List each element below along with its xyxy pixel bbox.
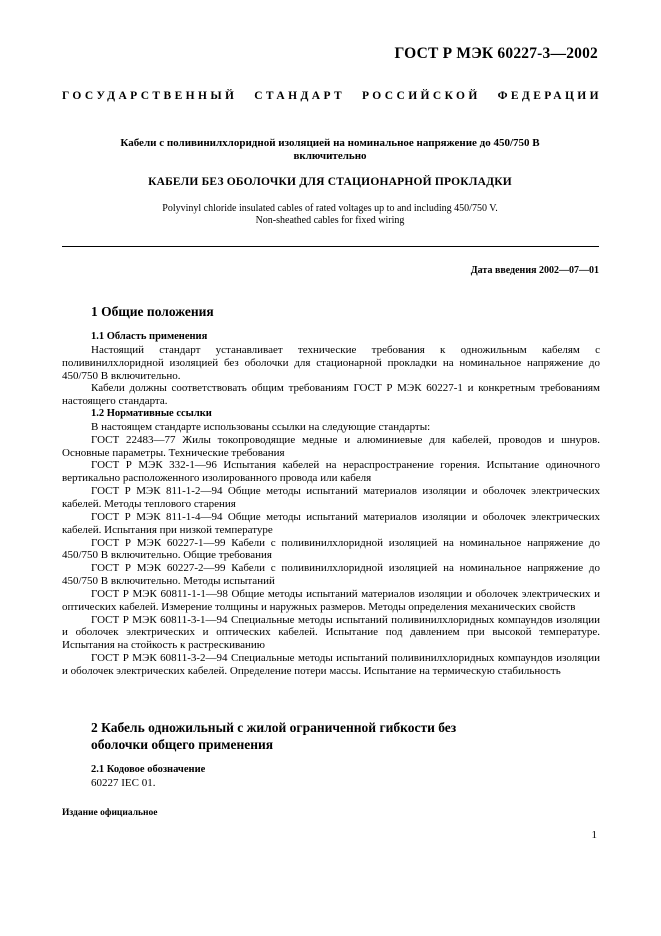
reference-item: ГОСТ 22483—77 Жилы токопроводящие медные и алюминиевые для кабелей, проводов и шнуров. Основные параметры. Технические требования — [62, 433, 600, 459]
paragraph: В настоящем стандарте использованы ссылки на следующие стандарты: — [91, 420, 431, 433]
title-english-line-1: Polyvinyl chloride insulated cables of rated voltages up to and including 450/750 V. — [162, 203, 498, 214]
reference-item: ГОСТ Р МЭК 811-1-2—94 Общие методы испытаний материалов изоляции и оболочек электрических кабелей. Методы теплового старения — [62, 485, 600, 510]
title-english-line-2: Non-sheathed cables for fixed wiring — [255, 215, 405, 226]
reference-item: ГОСТ Р МЭК 332-1—96 Испытания кабелей на нераспространение горения. Испытание одиночного вертикально расположенного изолированного провода или кабеля — [62, 459, 600, 485]
reference-item: ГОСТ Р МЭК 811-1-4—94 Общие методы испытаний материалов изоляции и оболочек электрических кабелей. Испытания при низкой температуре — [62, 510, 600, 536]
official-edition-label: Издание официальное — [62, 808, 158, 818]
paragraph: Настоящий стандарт устанавливает технические требования к одножильным кабелям с поливинилхлоридной изоляцией без оболочки для стационарной прокладки на номинальное напряжение до 450/750 В включительно. — [62, 343, 600, 382]
title-russian-line-1: Кабели с поливинилхлоридной изоляцией на номинальное напряжение до 450/750 В — [120, 137, 540, 149]
reference-item: ГОСТ Р МЭК 60227-1—99 Кабели с поливинилхлоридной изоляцией на номинальное напряжение до 450/750 В включительно. Общие требования — [62, 536, 600, 562]
subsection-1-2-heading: 1.2 Нормативные ссылки — [91, 408, 212, 420]
reference-item: ГОСТ Р МЭК 60811-1-1—98 Общие методы испытаний материалов изоляции и оболочек электрических и оптических кабелей. Измерение толщины и наружных размеров. Методы определения механических свойств — [62, 587, 600, 613]
title-caps: КАБЕЛИ БЕЗ ОБОЛОЧКИ ДЛЯ СТАЦИОНАРНОЙ ПРОКЛАДКИ — [148, 176, 512, 188]
subsection-2-1-heading: 2.1 Кодовое обозначение — [91, 764, 206, 775]
title-russian — [90, 137, 570, 163]
reference-item: ГОСТ Р МЭК 60811-3-1—94 Специальные методы испытаний поливинилхлоридных компаундов изоляции и оболочек электрических и оптических кабелей. Испытание под давлением при высокой температуре. Испытания на стойкость к растрескиванию — [62, 613, 600, 652]
page-number: 1 — [591, 829, 597, 841]
title-divider — [62, 246, 599, 247]
reference-item: ГОСТ Р МЭК 60811-3-2—94 Специальные методы испытаний поливинилхлоридных компаундов изоляции и оболочек электрических кабелей. Определение потери массы. Испытание на термическую стабильность — [62, 652, 600, 677]
state-standard-header: ГОСУДАРСТВЕННЫЙ СТАНДАРТ РОССИЙСКОЙ ФЕДЕРАЦИИ — [62, 90, 602, 102]
section-1-heading: 1 Общие положения — [91, 304, 214, 319]
reference-item: ГОСТ Р МЭК 60227-2—99 Кабели с поливинилхлоридной изоляцией на номинальное напряжение до 450/750 В включительно. Методы испытаний — [62, 562, 600, 588]
title-russian-line-2: включительно — [293, 150, 367, 162]
introduction-date: Дата введения 2002—07—01 — [470, 265, 599, 276]
subsection-1-1-heading: 1.1 Область применения — [91, 331, 208, 342]
title-english — [60, 203, 600, 227]
document-code: ГОСТ Р МЭК 60227-3—2002 — [394, 45, 598, 62]
section-2-heading: 2 Кабель одножильный с жилой ограниченной гибкости без оболочки общего применения — [91, 720, 457, 752]
section-1-body — [62, 331, 600, 678]
section-2-body — [62, 764, 600, 790]
code-designation: 60227 IEC 01. — [91, 776, 156, 789]
paragraph: Кабели должны соответствовать общим требованиям ГОСТ Р МЭК 60227-1 и конкретным требованиям настоящего стандарта. — [62, 382, 600, 408]
